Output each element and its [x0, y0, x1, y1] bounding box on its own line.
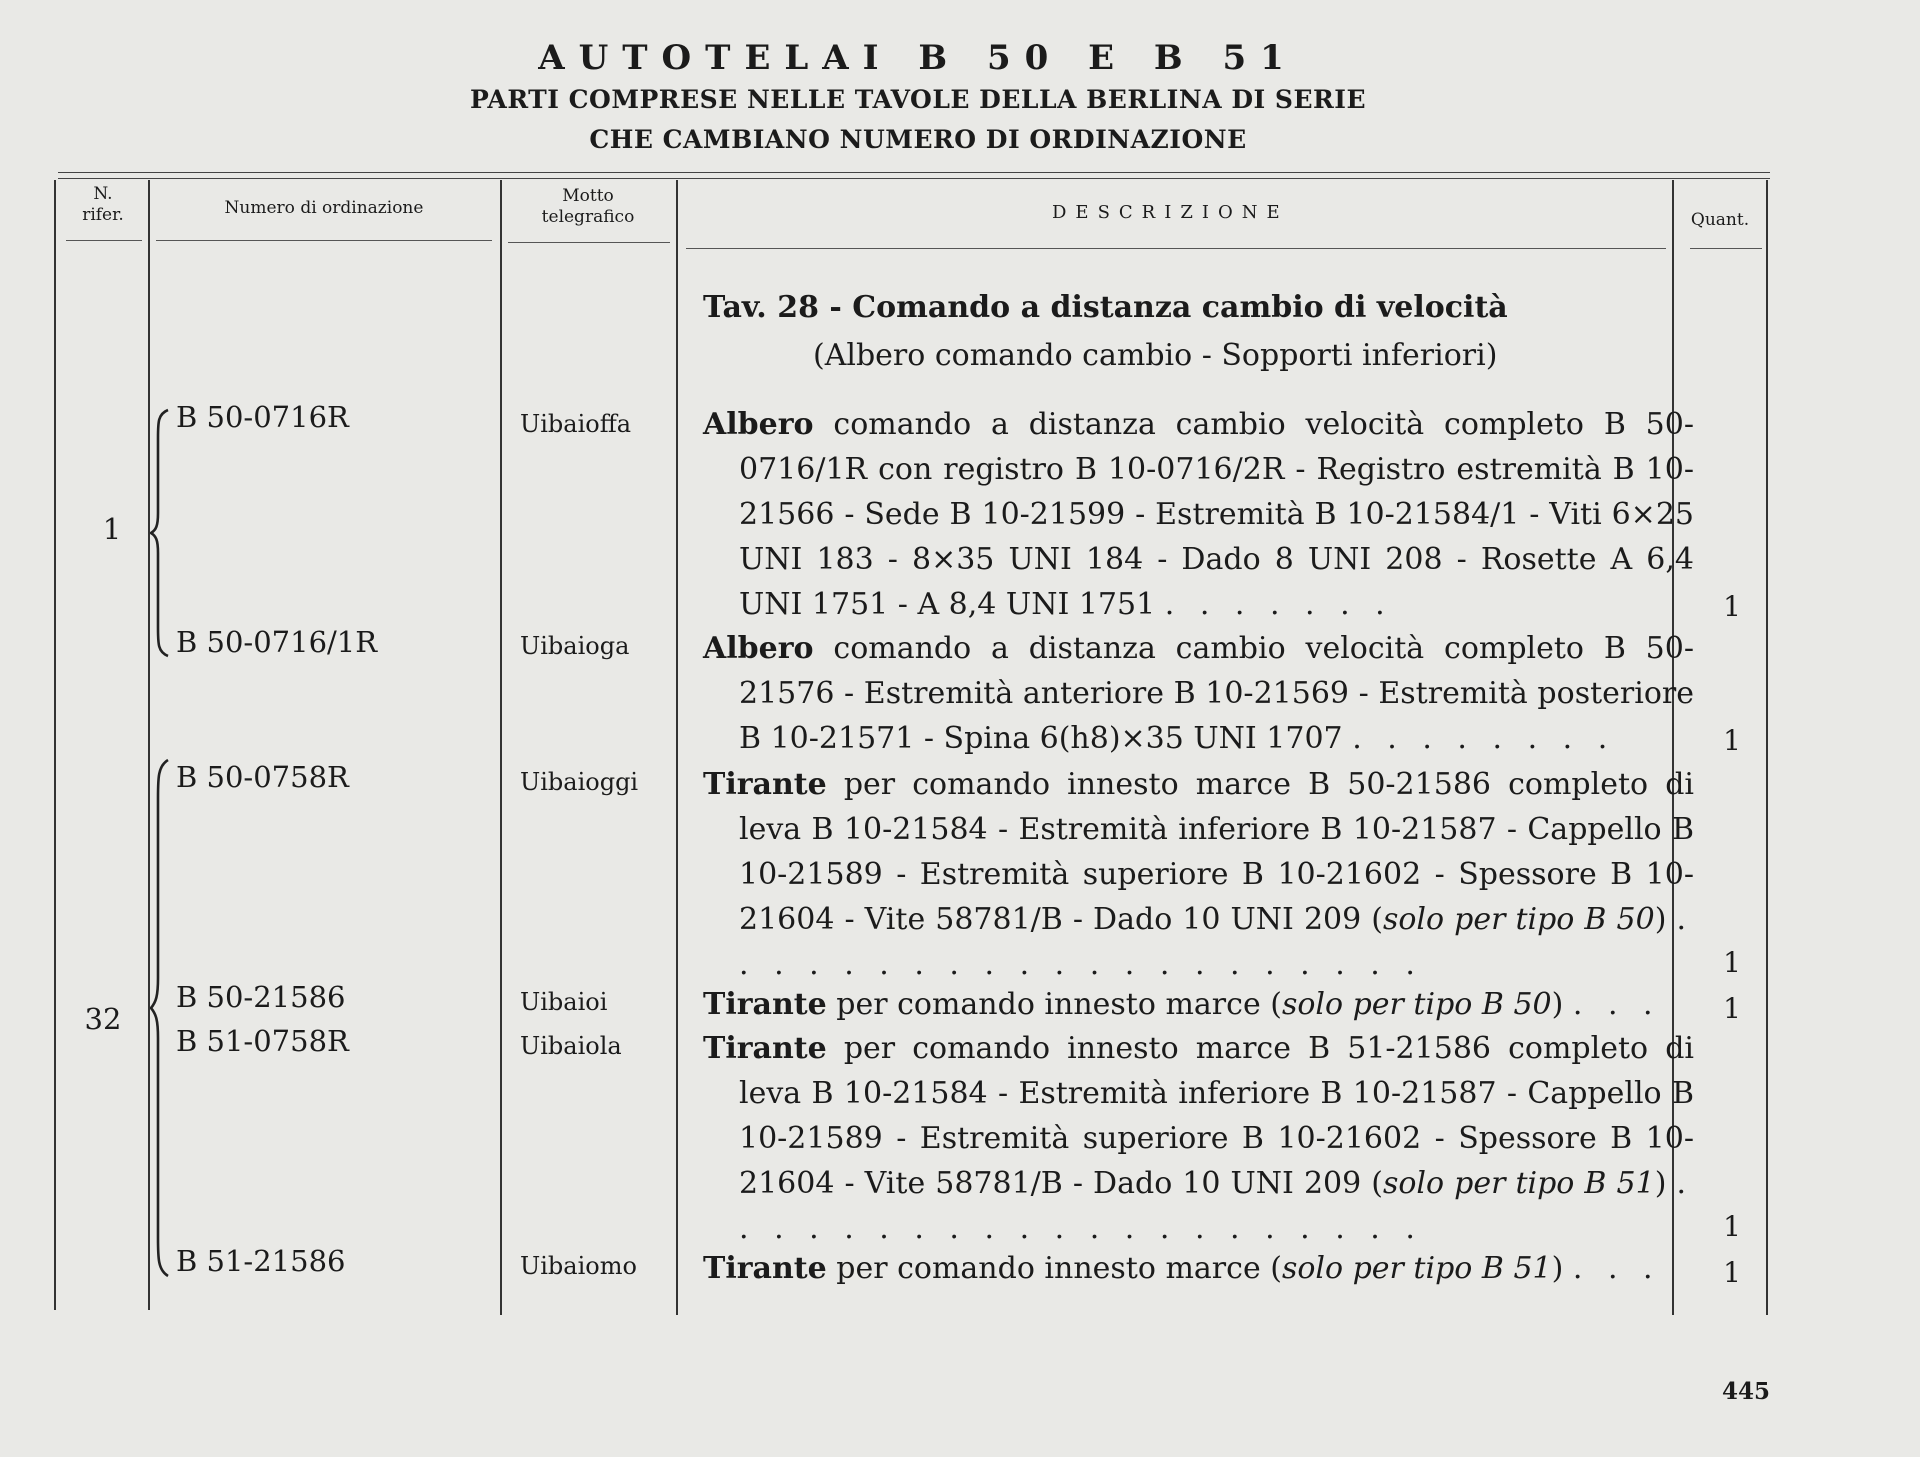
- item-quantity: 1: [1723, 724, 1741, 757]
- item-lead: Tirante: [703, 1031, 827, 1066]
- ref-number: 1: [102, 512, 122, 546]
- top-rule: [58, 172, 1770, 173]
- telegraphic-code: Uibaioggi: [520, 768, 639, 796]
- item-lead: Albero: [703, 631, 814, 666]
- order-number: B 50-0716R: [176, 400, 349, 434]
- header-nref-line1: N.: [93, 184, 113, 204]
- leader-dots: . . .: [1572, 987, 1661, 1022]
- item-italic: solo per tipo B 51: [1382, 1166, 1655, 1201]
- ref-number: 32: [84, 1002, 122, 1036]
- item-description: [703, 1026, 1694, 1251]
- item-tail: ): [1654, 1166, 1667, 1201]
- telegraphic-code: Uibaioga: [520, 632, 630, 660]
- leader-dots: . . . . . . . . . . . . . . . . . . . . .: [739, 902, 1694, 982]
- telegraphic-code: Uibaiomo: [520, 1252, 637, 1280]
- item-quantity: 1: [1723, 1210, 1741, 1243]
- item-italic: solo per tipo B 50: [1382, 902, 1655, 937]
- column-divider: [676, 180, 678, 1315]
- item-tail: ): [1551, 1251, 1564, 1286]
- item-description: [703, 982, 1694, 1027]
- item-text: comando a distanza cambio velocità completo B 50-21576 - Estremità anteriore B 10-21569 - Estremità posteriore B 10-21571 - Spina 6(h8)×35 UNI 1707: [739, 631, 1694, 756]
- item-tail: ): [1654, 902, 1667, 937]
- page-title: AUTOTELAI B 50 E B 51: [538, 38, 1298, 78]
- section-subtitle: (Albero comando cambio - Sopporti inferiori): [813, 338, 1498, 373]
- item-lead: Tirante: [703, 1251, 827, 1286]
- item-text: per comando innesto marce B 50-21586 completo di leva B 10-21584 - Estremità inferiore B 10-21587 - Cappello B 10-21589 - Estremità superiore B 10-21602 - Spessore B 10-21604 - Vite 58781/B - Dado 10 UNI 209 (: [739, 767, 1694, 937]
- item-italic: solo per tipo B 51: [1281, 1251, 1552, 1286]
- item-description: [703, 1246, 1694, 1291]
- telegraphic-code: Uibaiola: [520, 1032, 622, 1060]
- header-motto-line1: Motto: [562, 186, 614, 206]
- header-motto-line2: telegrafico: [541, 207, 635, 227]
- header-underline: [66, 240, 142, 241]
- header-quant: Quant.: [1690, 210, 1750, 230]
- column-divider: [54, 180, 56, 1310]
- item-tail: ): [1551, 987, 1564, 1022]
- section-title: Tav. 28 - Comando a distanza cambio di velocità: [703, 290, 1508, 325]
- item-description: [703, 402, 1694, 627]
- page-subtitle-2: CHE CAMBIANO NUMERO DI ORDINAZIONE: [589, 125, 1247, 154]
- order-number: B 50-0758R: [176, 760, 349, 794]
- item-description: [703, 626, 1694, 761]
- header-underline: [508, 242, 670, 243]
- title-block: [0, 36, 1836, 160]
- item-quantity: 1: [1723, 946, 1741, 979]
- leader-dots: . . . . . . . . . . . . . . . . . . . . .: [739, 1166, 1694, 1246]
- leader-dots: . . . . . . . .: [1352, 721, 1616, 756]
- item-lead: Albero: [703, 407, 814, 442]
- item-lead: Tirante: [703, 767, 827, 802]
- group-brace: [150, 758, 180, 1278]
- item-description: [703, 762, 1694, 987]
- header-motto: [502, 186, 674, 228]
- column-divider: [500, 180, 502, 1315]
- header-underline: [686, 248, 1666, 249]
- leader-dots: . . . . . . .: [1164, 587, 1393, 622]
- page-number: 445: [1722, 1378, 1771, 1405]
- header-underline: [1690, 248, 1762, 249]
- item-italic: solo per tipo B 50: [1281, 987, 1552, 1022]
- order-number: B 50-0716/1R: [176, 625, 378, 659]
- item-text: per comando innesto marce B 51-21586 completo di leva B 10-21584 - Estremità inferiore B 10-21587 - Cappello B 10-21589 - Estremità superiore B 10-21602 - Spessore B 10-21604 - Vite 58781/B - Dado 10 UNI 209 (: [739, 1031, 1694, 1201]
- header-underline: [156, 240, 492, 241]
- header-nref: [60, 184, 146, 226]
- top-rule-2: [58, 178, 1770, 179]
- item-lead: Tirante: [703, 987, 827, 1022]
- item-quantity: 1: [1723, 590, 1741, 623]
- header-descrizione: DESCRIZIONE: [1052, 202, 1289, 223]
- order-number: B 51-0758R: [176, 1024, 349, 1058]
- item-text: per comando innesto marce (: [826, 987, 1282, 1022]
- item-quantity: 1: [1723, 992, 1741, 1025]
- group-brace: [150, 408, 180, 658]
- section-heading: [703, 284, 1658, 380]
- order-number: B 51-21586: [176, 1244, 346, 1278]
- header-ordine: Numero di ordinazione: [224, 198, 424, 218]
- item-text: comando a distanza cambio velocità completo B 50-0716/1R con registro B 10-0716/2R - Registro estremità B 10-21566 - Sede B 10-21599 - Estremità B 10-21584/1 - Viti 6×25 UNI 183 - 8×35 UNI 184 - Dado 8 UNI 208 - Rosette A 6,4 UNI 1751 - A 8,4 UNI 1751: [739, 407, 1694, 622]
- page-subtitle-1: PARTI COMPRESE NELLE TAVOLE DELLA BERLINA DI SERIE: [469, 85, 1367, 114]
- header-nref-line2: rifer.: [82, 205, 124, 225]
- leader-dots: . . .: [1572, 1251, 1661, 1286]
- telegraphic-code: Uibaioi: [520, 988, 608, 1016]
- item-text: per comando innesto marce (: [826, 1251, 1282, 1286]
- item-quantity: 1: [1723, 1256, 1741, 1289]
- column-divider: [1766, 180, 1768, 1315]
- telegraphic-code: Uibaioffa: [520, 410, 632, 438]
- order-number: B 50-21586: [176, 980, 346, 1014]
